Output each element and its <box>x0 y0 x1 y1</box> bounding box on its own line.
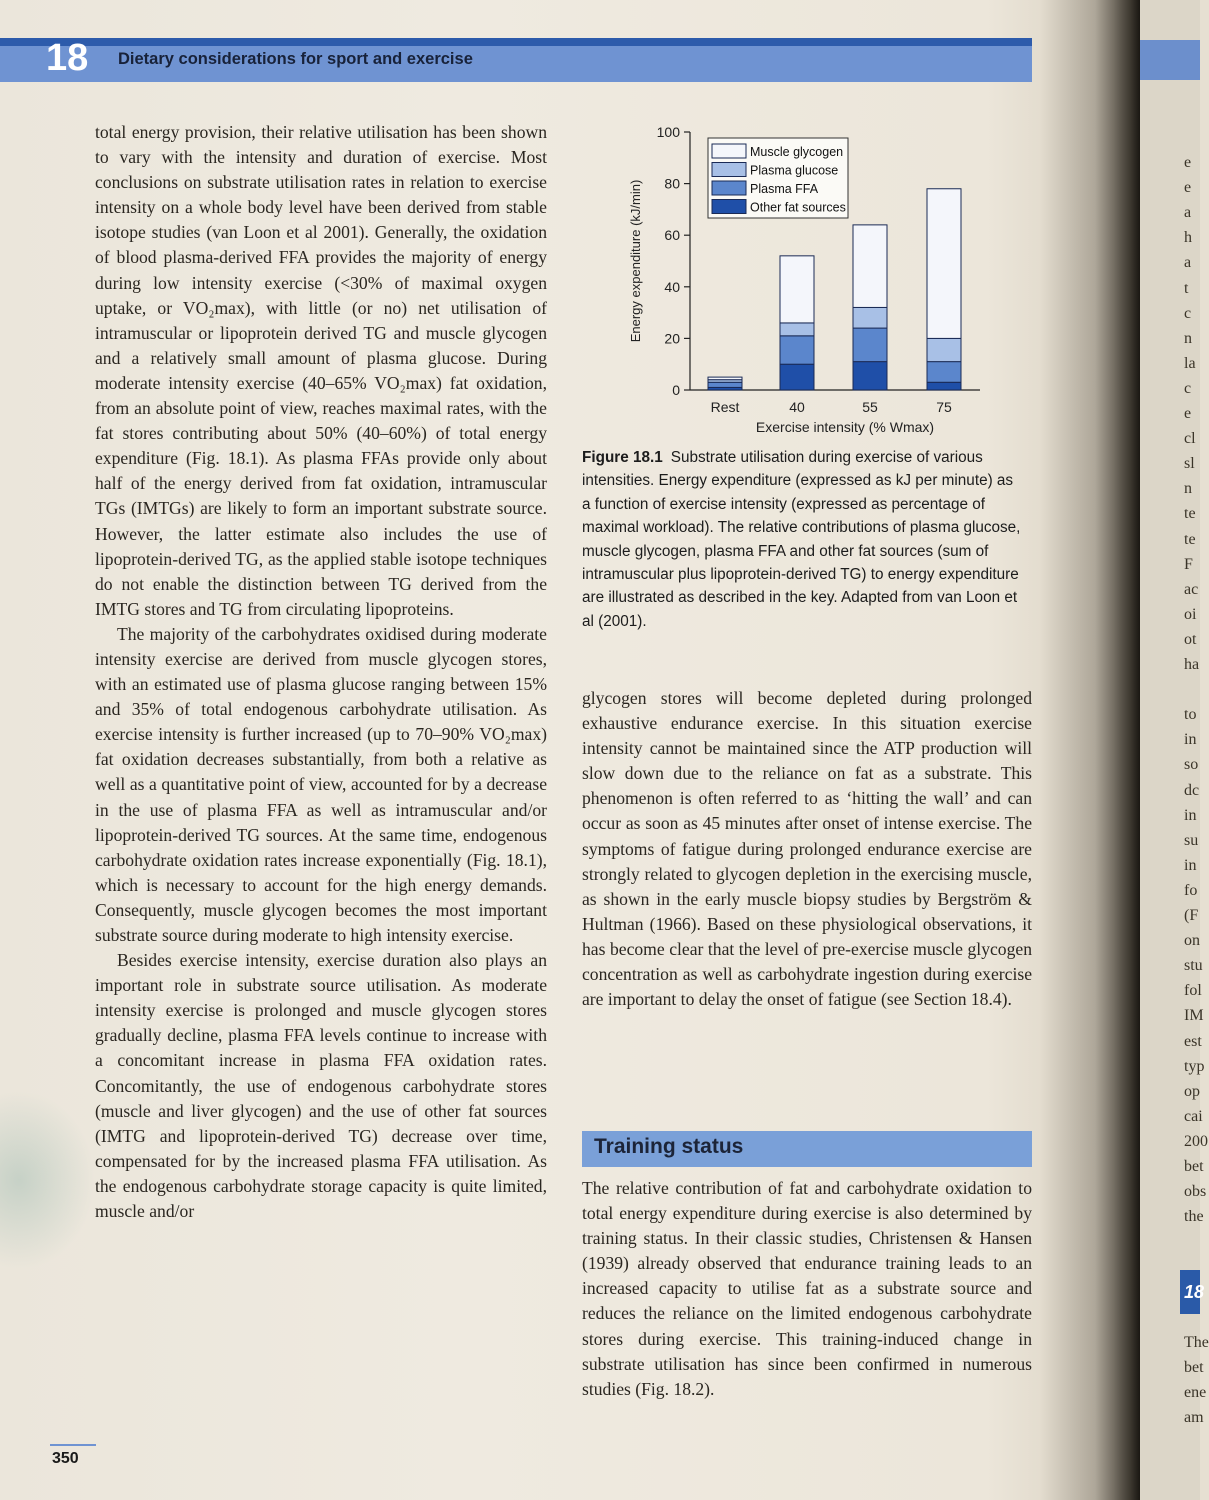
bar-segment <box>780 323 814 336</box>
chapter-title: Dietary considerations for sport and exercise <box>118 50 473 68</box>
facing-page-fragment: IM <box>1184 1007 1204 1025</box>
facing-page-fragment: te <box>1184 505 1196 523</box>
facing-page-fragment: ene <box>1184 1383 1207 1401</box>
facing-page-fragment: te <box>1184 530 1196 548</box>
facing-page-fragment: 200 <box>1184 1132 1208 1150</box>
right-column-text <box>582 686 1032 1012</box>
x-axis-label: Exercise intensity (% Wmax) <box>755 419 935 435</box>
legend-swatch <box>712 163 746 177</box>
facing-page-fragment: ot <box>1184 630 1197 648</box>
x-tick-label: Rest <box>710 399 740 415</box>
y-tick-label: 100 <box>656 124 680 140</box>
book-gutter <box>1040 0 1140 1500</box>
figure-label: Figure 18.1 <box>582 449 663 466</box>
figure-18-1-chart <box>600 118 1030 442</box>
facing-page-fragment: su <box>1184 831 1199 849</box>
facing-page-fragment: cai <box>1184 1107 1203 1125</box>
facing-page-fragment: fo <box>1184 881 1198 899</box>
facing-page-fragment: bet <box>1184 1158 1204 1175</box>
facing-page-tab-label: 18 <box>1184 1282 1205 1302</box>
facing-page-fragment: the <box>1184 1208 1204 1226</box>
y-tick-label: 60 <box>664 227 680 244</box>
facing-page-fragment: c <box>1184 379 1192 397</box>
figure-caption-text: Substrate utilisation during exercise of various intensities. Energy expenditure (expressed as kJ per minute) as a function of exercise intensity (expressed as percentage of maximal workload). The relative contributions of plasma glucose, muscle glycogen, plasma FFA and other fat sources (sum of intramuscular plus lipoprotein-derived TG) to energy expenditure are illustrated as described in the key. Adapted from van Loon et al (2001). <box>582 449 1021 630</box>
legend-swatch <box>712 200 746 214</box>
facing-page-fragment: in <box>1184 856 1197 874</box>
paragraph: glycogen stores will become depleted during prolonged exhaustive endurance exercise. In this situation exercise intensity cannot be maintained since the ATP production will slow down due to the reliance on fat as a substrate. This phenomenon is often referred to as ‘hitting the wall’ and can occur as soon as 45 minutes after onset of intense exercise. The symptoms of fatigue during prolonged endurance exercise are strongly related to glycogen depletion in the exercising muscle, as shown in the early muscle biopsy studies by Bergström & Hultman (1966). Based on these physiological observations, it has become clear that the level of pre-exercise muscle glycogen concentration as well as carbohydrate ingestion during exercise are important to delay the onset of fatigue (see Section 18.4). <box>582 688 1032 1010</box>
facing-page-fragment: n <box>1184 329 1192 347</box>
facing-page-fragment: in <box>1184 731 1197 749</box>
x-tick-label: 55 <box>862 399 878 415</box>
stacked-bar-chart <box>600 118 1030 442</box>
facing-page-fragment: e <box>1184 154 1192 171</box>
facing-page-fragment: bet <box>1184 1358 1204 1376</box>
paragraph: The majority of the carbohydrates oxidised during moderate intensity exercise are derived from muscle glycogen stores, with an estimated use of plasma glucose ranging between 15% and 35% of total endogenous carbohydrate utilisation. As exercise intensity is further increased (up to 70–90% VO₂max) fat oxidation decreases substantially, from both a relative as well as a quantitative point of view, accounted for by a decrease in the use of plasma FFA as well as intramuscular and/or lipoprotein-derived TG sources. At the same time, endogenous carbohydrate oxidation rates increase exponentially (Fig. 18.1), which is necessary to account for the high energy demands. Consequently, muscle glycogen becomes the most important substrate source during moderate to high intensity exercise. <box>95 623 547 945</box>
bar-segment <box>708 382 742 387</box>
bar-segment <box>853 328 887 362</box>
facing-page-fragment: to <box>1184 706 1197 724</box>
facing-page-fragment: fol <box>1184 982 1202 1000</box>
x-tick-label: 75 <box>936 399 952 415</box>
legend-swatch <box>712 181 746 195</box>
y-tick-label: 0 <box>672 382 680 398</box>
facing-page-fragment: so <box>1184 756 1199 774</box>
facing-page-fragment: cl <box>1184 430 1196 448</box>
facing-page-fragment: on <box>1184 932 1200 950</box>
paragraph: total energy provision, their relative utilisation has been shown to vary with the intensity and duration of exercise. Most conclusions on substrate utilisation rates in relation to exercise intensity on a whole body level have been derived from stable isotope studies (van Loon et al 2001). Generally, the oxidation of blood plasma-derived FFA provides the majority of energy during low intensity exercise (<30% of maximal oxygen uptake, or VO₂max), with little (or no) net utilisation of intramuscular or lipoprotein derived TG and muscle glycogen and a relatively small amount of plasma glucose. During moderate intensity exercise (40–65% VO₂max) fat oxidation, from an absolute point of view, reaches maximal rates, with the fat stores contributing about 50% (40–60%) of total energy expenditure (Fig. 18.1). As plasma FFAs provide only about half of the energy derived from fat oxidation, intramuscular TGs (IMTGs) are likely to form an important substrate source. However, the latter estimate also includes the use of lipoprotein-derived TG, as the applied stable isotope techniques do not enable the distinction between TG derived from the IMTG stores and TG from circulating lipoproteins. <box>95 122 547 619</box>
facing-page-fragment: e <box>1184 179 1192 197</box>
figure-caption <box>582 446 1022 633</box>
y-tick-label: 80 <box>664 175 680 192</box>
facing-page-fragment: typ <box>1184 1057 1205 1075</box>
page-number: 350 <box>52 1450 79 1467</box>
legend-swatch <box>712 144 746 158</box>
bar-segment <box>780 364 814 390</box>
bar-segment <box>708 377 742 380</box>
bar-segment <box>853 362 887 390</box>
facing-page-fragment: obs <box>1184 1183 1207 1201</box>
y-tick-label: 40 <box>664 278 680 295</box>
bar-segment <box>853 307 887 328</box>
paragraph: The relative contribution of fat and carbohydrate oxidation to total energy expenditure during exercise is also determined by training status. In their classic studies, Christensen & Hansen (1939) already observed that endurance training leads to an increased capacity to utilise fat as a substrate source and reduces the reliance on the limited endogenous carbohydrate stores during exercise. This training-induced change in substrate utilisation has since been confirmed in numerous studies (Fig. 18.2). <box>582 1178 1032 1399</box>
facing-page-fragment: ac <box>1184 580 1199 598</box>
legend-label: Plasma FFA <box>750 182 819 196</box>
facing-page-fragment: est <box>1184 1032 1202 1050</box>
section-heading-band <box>582 1131 1032 1167</box>
facing-page <box>1140 0 1209 1500</box>
bar-segment <box>927 189 961 339</box>
facing-page-fragment: la <box>1184 354 1196 372</box>
facing-page-header-band <box>1140 40 1200 80</box>
bar-segment <box>780 256 814 323</box>
facing-page-fragment: am <box>1184 1409 1204 1426</box>
facing-page-fragment: The <box>1184 1333 1209 1351</box>
facing-page-fragment: F <box>1184 555 1193 573</box>
facing-page-fragment: n <box>1184 480 1192 498</box>
facing-page-fragment: (F <box>1184 907 1199 924</box>
facing-page-fragment: t <box>1184 279 1189 297</box>
facing-page-fragment: in <box>1184 806 1197 824</box>
facing-page-section-tab <box>1180 1270 1205 1314</box>
facing-page-fragment: op <box>1184 1082 1200 1100</box>
facing-page-fragment: h <box>1184 229 1192 247</box>
bar-segment <box>780 336 814 364</box>
facing-page-fragment: oi <box>1184 605 1197 623</box>
x-tick-label: 40 <box>789 399 805 415</box>
facing-page-fragment: c <box>1184 304 1192 322</box>
legend-label: Plasma glucose <box>750 163 839 178</box>
bar-segment <box>927 338 961 361</box>
section-heading: Training status <box>594 1135 744 1158</box>
facing-page-fragment: a <box>1184 204 1192 222</box>
facing-page-fragment: ha <box>1184 656 1200 673</box>
page-number-rule <box>50 1444 96 1446</box>
facing-page-fragment: dc <box>1184 781 1200 799</box>
paragraph: Besides exercise intensity, exercise duration also plays an important role in substrate source utilisation. As moderate intensity exercise is prolonged and muscle glycogen stores gradually decline, plasma FFA levels continue to increase with a concomitant increase in plasma FFA oxidation rates. Concomitantly, the use of endogenous carbohydrate stores (muscle and liver glycogen) and the use of other fat sources (IMTG and lipoprotein-derived TG) decrease over time, compensated for by the increased plasma FFA utilisation. As the endogenous carbohydrate storage capacity is quite limited, muscle and/or <box>95 950 547 1222</box>
chapter-number: 18 <box>46 37 89 79</box>
facing-page-fragment: stu <box>1184 957 1203 975</box>
bar-segment <box>927 382 961 390</box>
legend-label: Muscle glycogen <box>750 145 844 159</box>
y-tick-label: 20 <box>664 330 680 347</box>
bar-segment <box>853 225 887 308</box>
legend-label: Other fat sources <box>750 200 846 215</box>
margin-shadow <box>0 1090 95 1270</box>
y-axis-label: Energy expenditure (kJ/min) <box>628 179 643 343</box>
facing-page-fragment: sl <box>1184 455 1195 473</box>
left-column-text <box>95 120 547 1224</box>
facing-page-fragment: a <box>1184 254 1192 272</box>
training-status-text <box>582 1176 1032 1402</box>
facing-page-fragment: e <box>1184 405 1192 422</box>
bar-segment <box>927 362 961 383</box>
